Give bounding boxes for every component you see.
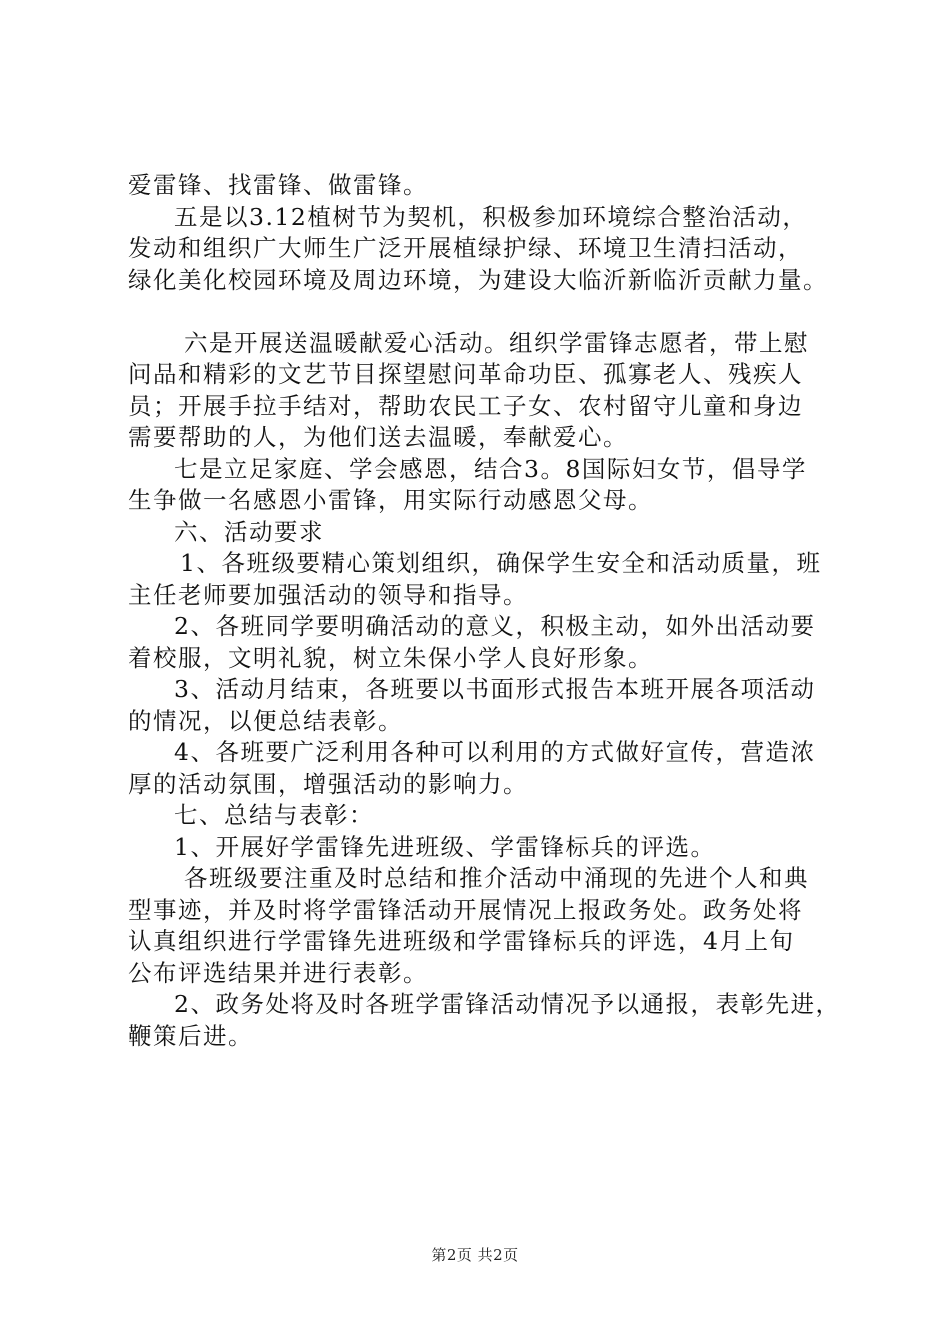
- paragraph-six-line: 员；开展手拉手结对，帮助农民工子女、农村留守儿童和身边: [128, 391, 803, 420]
- paragraph-seven-line: 七是立足家庭、学会感恩，结合3。8国际妇女节，倡导学: [174, 454, 807, 483]
- requirement-item-2: 2、各班同学要明确活动的意义，积极主动，如外出活动要: [174, 612, 816, 640]
- paragraph-seven-line: 生争做一名感恩小雷锋，用实际行动感恩父母。: [128, 486, 653, 514]
- summary-paragraph-line: 公布评选结果并进行表彰。: [128, 958, 428, 987]
- summary-item-1: 1、开展好学雷锋先进班级、学雷锋标兵的评选。: [174, 832, 716, 861]
- document-body: [128, 170, 868, 1052]
- summary-paragraph-line: 型事迹，并及时将学雷锋活动开展情况上报政务处。政务处将: [128, 895, 803, 924]
- summary-item-2-cont: 鞭策后进。: [128, 1021, 253, 1050]
- requirement-item-1-cont: 主任老师要加强活动的领导和指导。: [128, 580, 528, 609]
- section-heading-requirements: 六、活动要求: [174, 517, 324, 546]
- summary-paragraph-line: 认真组织进行学雷锋先进班级和学雷锋标兵的评选，4月上旬: [128, 927, 795, 955]
- section-heading-summary: 七、总结与表彰：: [174, 801, 374, 829]
- paragraph-six-line: 六是开展送温暖献爱心活动。组织学雷锋志愿者，带上慰: [184, 328, 809, 357]
- requirement-item-1: 1、各班级要精心策划组织，确保学生安全和活动质量，班: [180, 549, 822, 577]
- summary-paragraph-line: 各班级要注重及时总结和推介活动中涌现的先进个人和典: [184, 864, 809, 892]
- summary-item-2: 2、政务处将及时各班学雷锋活动情况予以通报，表彰先进，: [174, 990, 841, 1018]
- paragraph-five-line: 发动和组织广大师生广泛开展植绿护绿、环境卫生清扫活动，: [128, 234, 803, 262]
- requirement-item-4: 4、各班要广泛利用各种可以利用的方式做好宣传，营造浓: [174, 738, 816, 766]
- paragraph-six-line: 需要帮助的人，为他们送去温暖，奉献爱心。: [128, 423, 628, 451]
- paragraph-gap: [128, 296, 868, 328]
- page-number-footer: 第2页 共2页: [431, 1246, 519, 1264]
- paragraph-five-line: 五是以3.12植树节为契机，积极参加环境综合整治活动，: [174, 202, 808, 231]
- requirement-item-3: 3、活动月结束，各班要以书面形式报告本班开展各项活动: [174, 675, 816, 703]
- paragraph-five-line: 绿化美化校园环境及周边环境，为建设大临沂新临沂贡献力量。: [128, 265, 828, 294]
- paragraph-six-line: 问品和精彩的文艺节目探望慰问革命功臣、孤寡老人、残疾人: [128, 360, 803, 388]
- requirement-item-2-cont: 着校服，文明礼貌，树立朱保小学人良好形象。: [128, 643, 653, 672]
- text-line: 爱雷锋、找雷锋、做雷锋。: [128, 171, 428, 199]
- requirement-item-3-cont: 的情况，以便总结表彰。: [128, 706, 403, 735]
- requirement-item-4-cont: 厚的活动氛围，增强活动的影响力。: [128, 769, 528, 798]
